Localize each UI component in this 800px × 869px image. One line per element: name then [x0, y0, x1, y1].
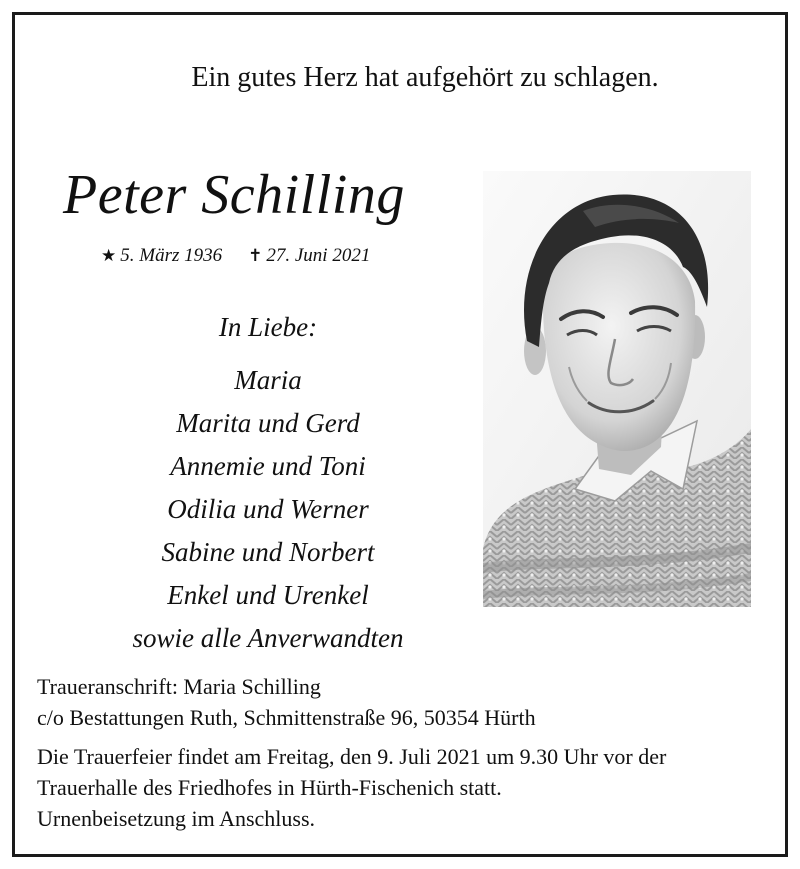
mourners-block	[75, 307, 461, 660]
mourner-line: Enkel und Urenkel	[167, 580, 369, 610]
mourner-line: Odilia und Werner	[167, 494, 369, 524]
star-icon: ★	[101, 246, 117, 265]
mourner-line: sowie alle Anverwandten	[132, 623, 404, 653]
mourners-intro: In Liebe:	[218, 312, 318, 342]
mourner-line: Annemie und Toni	[170, 451, 366, 481]
mourner-line: Marita und Gerd	[176, 408, 360, 438]
ceremony-line: Trauerhalle des Friedhofes in Hürth-Fischenich statt.	[37, 775, 502, 800]
address-line: Traueranschrift: Maria Schilling	[37, 674, 321, 699]
birth-date: 5. März 1936	[120, 245, 223, 266]
deceased-name: Peter Schilling	[63, 164, 405, 226]
death-date: 27. Juni 2021	[266, 245, 371, 266]
life-dates	[101, 245, 370, 267]
mourner-line: Sabine und Norbert	[161, 537, 375, 567]
portrait-photo	[483, 171, 751, 607]
address-line: c/o Bestattungen Ruth, Schmittenstraße 96, 50354 Hürth	[37, 705, 536, 730]
ceremony-line: Urnenbeisetzung im Anschluss.	[37, 806, 316, 831]
cross-icon: ✝	[248, 246, 263, 265]
obituary-frame	[12, 12, 788, 857]
ceremony-line: Die Trauerfeier findet am Freitag, den 9. Juli 2021 um 9.30 Uhr vor der	[37, 744, 667, 769]
mourner-line: Maria	[234, 365, 302, 395]
tagline: Ein gutes Herz hat aufgehört zu schlagen.	[191, 62, 659, 93]
footer-text	[37, 671, 666, 834]
